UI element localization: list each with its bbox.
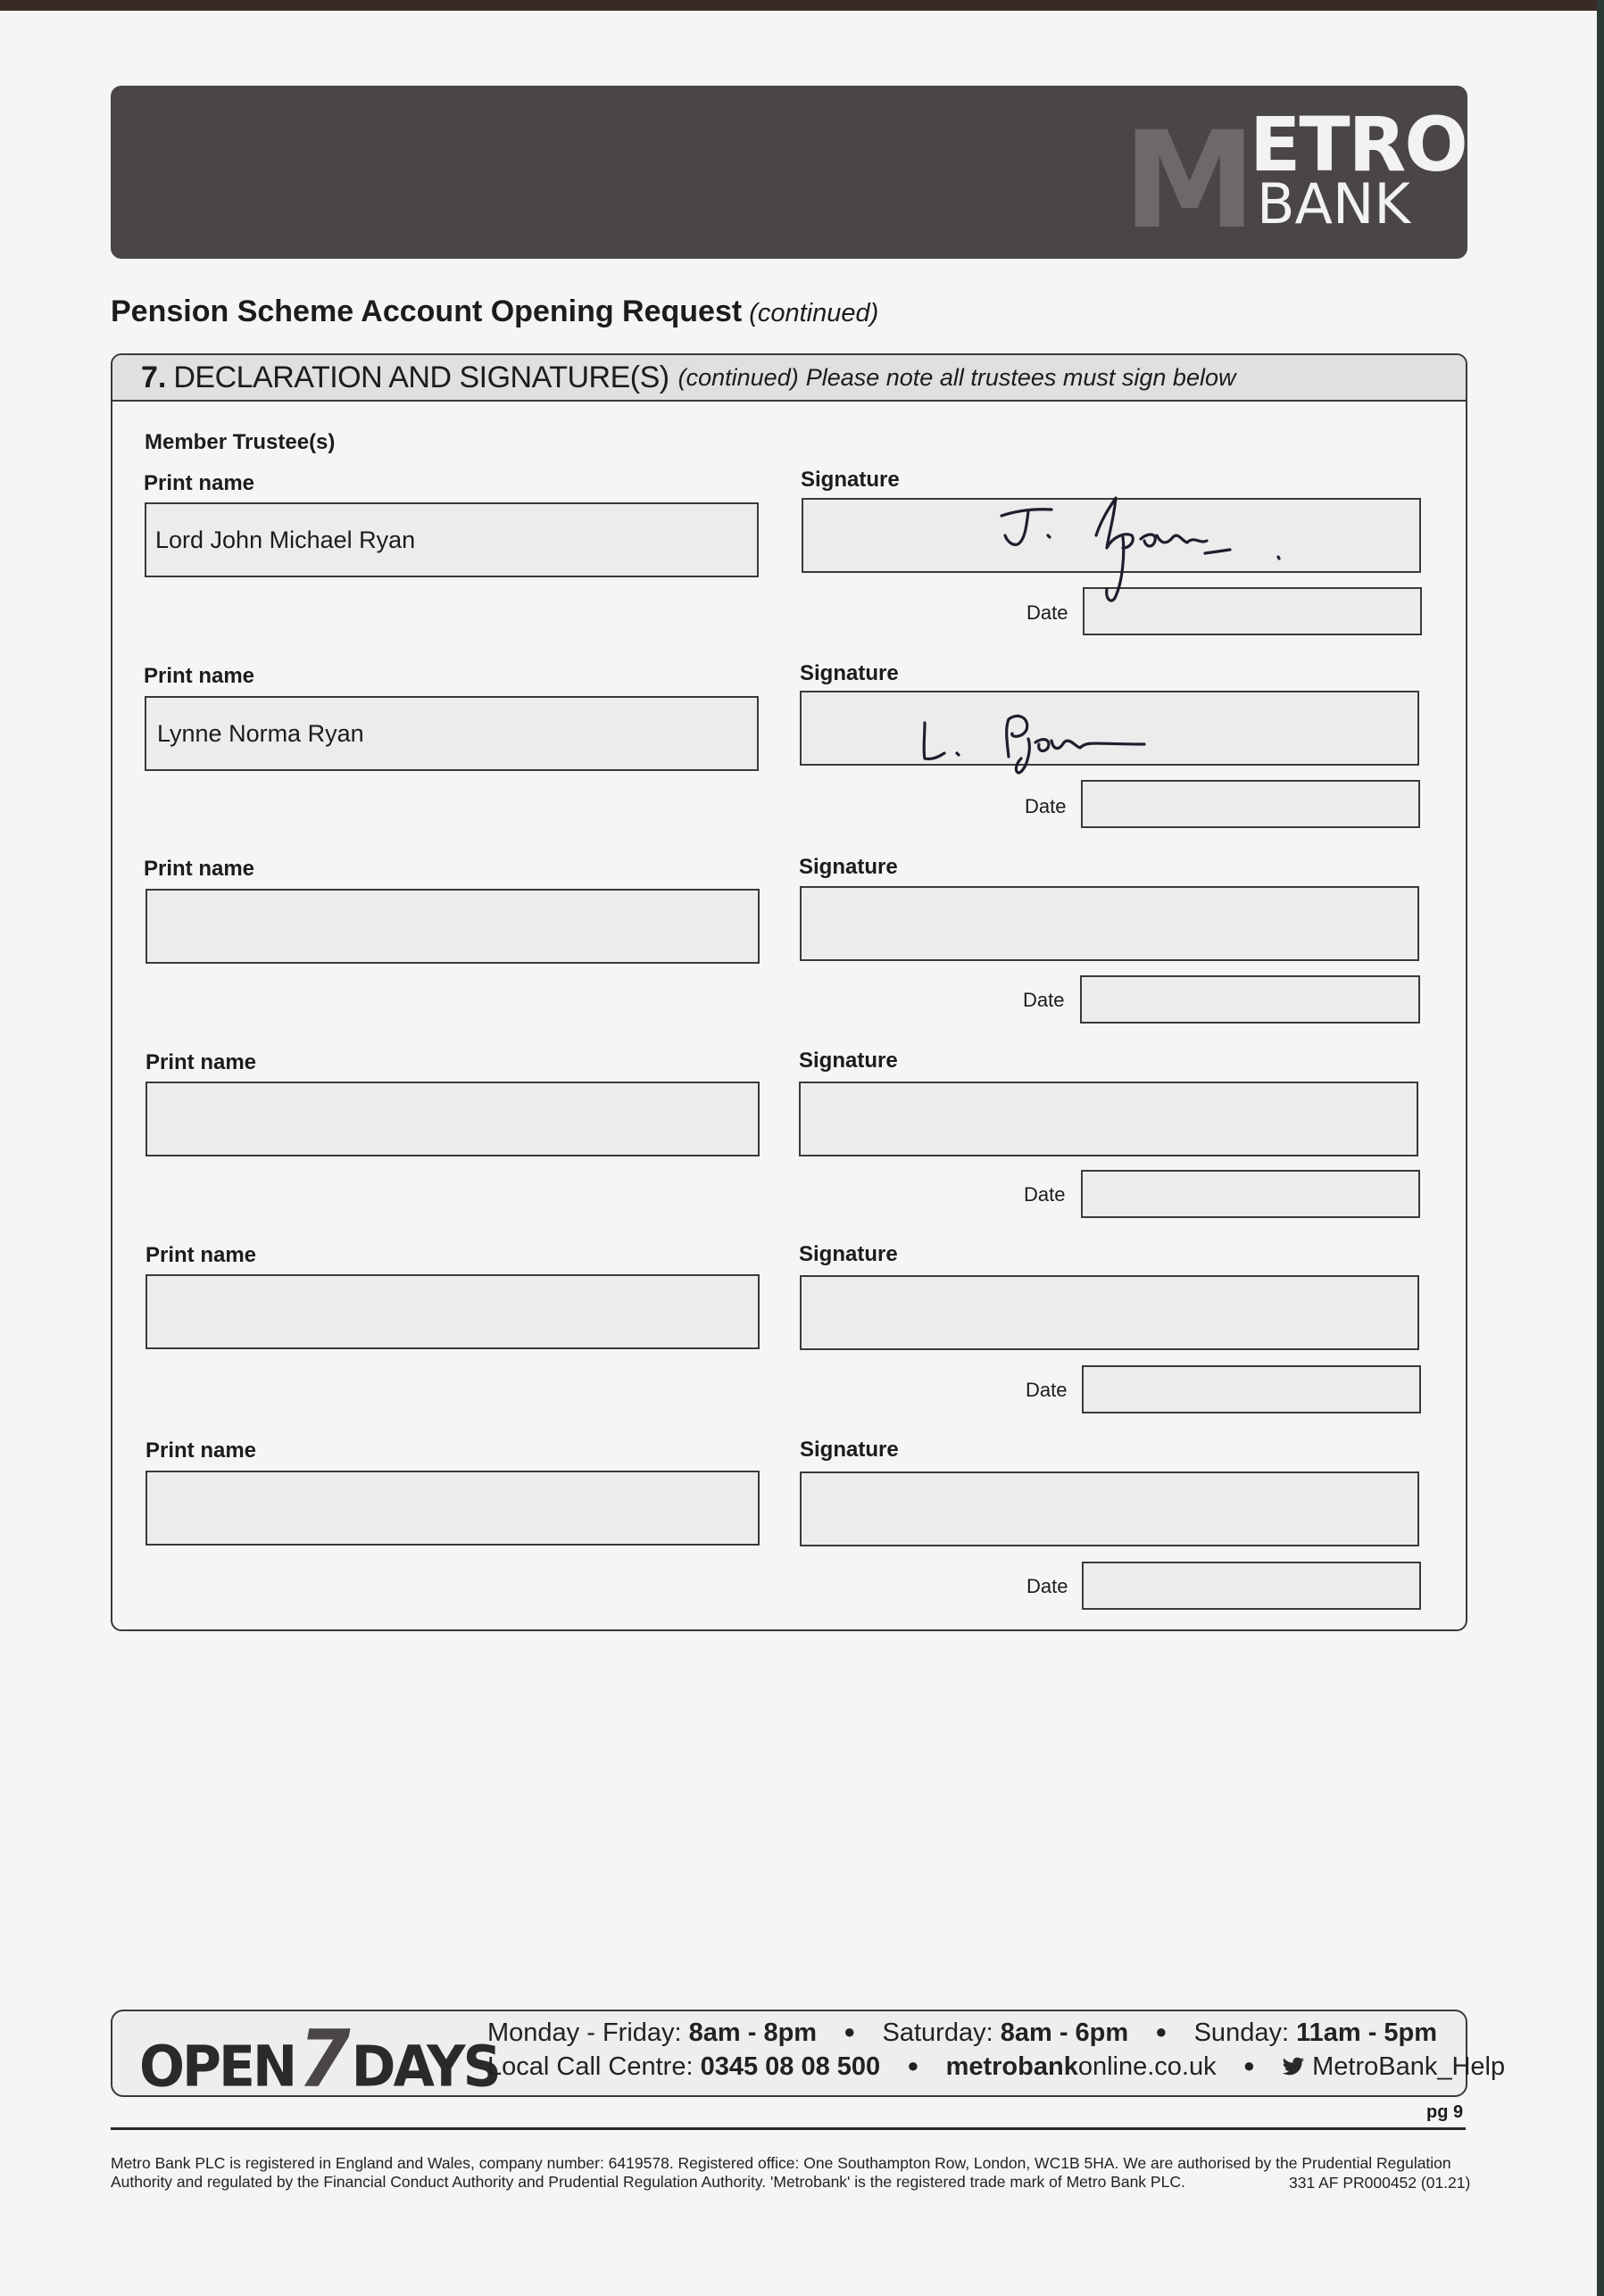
print-name-field-4[interactable] (145, 1082, 760, 1156)
print-name-field-5[interactable] (145, 1274, 760, 1349)
signature-field-5[interactable] (800, 1275, 1419, 1350)
section-title: DECLARATION AND SIGNATURE(S) (173, 360, 669, 394)
page-title-text: Pension Scheme Account Opening Request (111, 294, 743, 328)
member-trustees-heading: Member Trustee(s) (145, 430, 336, 454)
saturday-label: Saturday: (882, 2018, 993, 2047)
separator-dot: ● (844, 2020, 856, 2043)
signature-label-2: Signature (800, 661, 899, 685)
signature-label-1: Signature (801, 468, 900, 492)
date-label-5: Date (1026, 1379, 1068, 1401)
date-field-4[interactable] (1081, 1170, 1420, 1218)
weekday-hours: 8am - 8pm (688, 2018, 818, 2047)
section-continued: (continued) (677, 363, 799, 391)
footer-rule (111, 2127, 1466, 2130)
date-field-2[interactable] (1081, 780, 1420, 828)
page-title-continued: (continued) (749, 299, 879, 327)
logo-etro: ETRO (1250, 101, 1467, 188)
section-note: Please note all trustees must sign below (805, 363, 1236, 391)
sunday-label: Sunday: (1193, 2018, 1290, 2047)
logo-bank: BANK (1257, 171, 1410, 236)
website-bold: metrobank (945, 2052, 1078, 2081)
sunday-hours: 11am - 5pm (1296, 2018, 1438, 2047)
website-rest: online.co.uk (1077, 2052, 1217, 2081)
section-header (112, 355, 1466, 402)
print-name-label-4: Print name (145, 1050, 257, 1074)
weekday-label: Monday - Friday: (487, 2018, 682, 2047)
print-name-label-2: Print name (144, 664, 255, 688)
call-centre-number[interactable]: 0345 08 08 500 (700, 2052, 881, 2081)
date-label-4: Date (1024, 1183, 1066, 1206)
twitter-bird-icon (1282, 2057, 1305, 2076)
open-7-days-logo (139, 2013, 499, 2105)
signature-label-4: Signature (799, 1049, 898, 1073)
date-label-6: Date (1026, 1575, 1068, 1597)
print-name-label-6: Print name (145, 1438, 257, 1463)
signature-image-2 (910, 687, 1178, 767)
separator-dot: ● (1242, 2054, 1255, 2076)
background-edge (1597, 0, 1604, 2296)
separator-dot: ● (907, 2054, 919, 2076)
separator-dot: ● (1155, 2020, 1168, 2043)
form-reference: 331 AF PR000452 (01.21) (1289, 2174, 1471, 2192)
print-name-label-5: Print name (145, 1243, 257, 1267)
days-word: DAYS (351, 2034, 499, 2101)
signature-label-5: Signature (799, 1242, 898, 1266)
seven-numeral: 7 (298, 2012, 348, 2105)
legal-text: Metro Bank PLC is registered in England and Wales, company number: 6419578. Registered office: One Southampton Row, London, WC1B 5HA. We are authorised by the Prudential Regulation Authority and regulated by the Financial Conduct Authority and Prudential Regulation Authority. 'Metrobank' is the registered trade mark of Metro Bank PLC. (111, 2154, 1451, 2191)
print-name-label-1: Print name (144, 471, 255, 495)
print-name-field-2[interactable] (145, 696, 759, 771)
signature-label-3: Signature (799, 855, 898, 879)
website-link[interactable] (946, 2052, 1217, 2081)
open-word: OPEN (139, 2034, 295, 2101)
print-name-value-2: Lynne Norma Ryan (157, 719, 364, 747)
signature-image-1 (982, 482, 1303, 625)
date-field-6[interactable] (1082, 1562, 1421, 1610)
print-name-label-3: Print name (144, 857, 255, 881)
date-label-3: Date (1023, 989, 1065, 1011)
signature-field-4[interactable] (799, 1082, 1418, 1156)
date-label-2: Date (1025, 795, 1067, 817)
print-name-field-3[interactable] (145, 889, 760, 964)
signature-label-6: Signature (800, 1438, 899, 1462)
date-field-3[interactable] (1080, 975, 1420, 1024)
logo-letter-m: M (1123, 104, 1253, 259)
contact-details (487, 2052, 1505, 2082)
print-name-field-6[interactable] (145, 1471, 760, 1546)
page-title (111, 294, 878, 329)
signature-field-3[interactable] (800, 886, 1419, 961)
page-number: pg 9 (1426, 2102, 1464, 2122)
saturday-hours: 8am - 6pm (1000, 2018, 1129, 2047)
opening-hours (487, 2018, 1437, 2048)
twitter-handle[interactable]: MetroBank_Help (1312, 2052, 1506, 2081)
print-name-value-1: Lord John Michael Ryan (155, 526, 416, 553)
signature-field-6[interactable] (800, 1471, 1419, 1546)
date-label-1: Date (1026, 601, 1068, 624)
date-field-5[interactable] (1082, 1365, 1421, 1413)
section-number: 7. (141, 360, 167, 394)
call-centre-label: Local Call Centre: (487, 2052, 694, 2081)
print-name-field-1[interactable] (145, 502, 759, 577)
